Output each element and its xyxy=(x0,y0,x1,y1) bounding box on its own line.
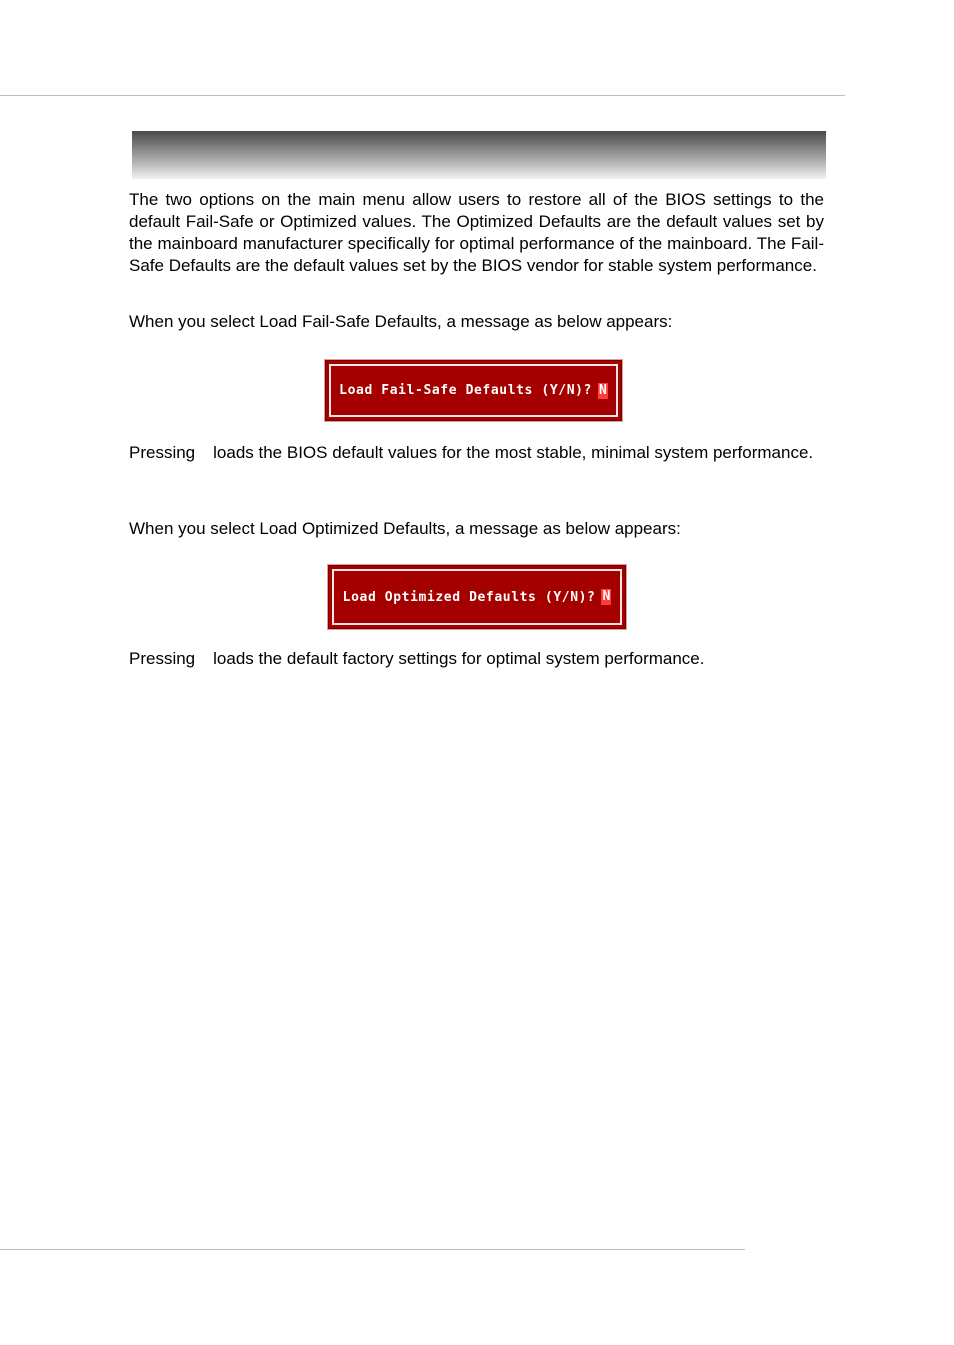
optimized-press-prefix: Pressing xyxy=(129,649,196,668)
optimized-intro-text: When you select Load Optimized Defaults, a message as below appears: xyxy=(129,519,681,538)
optimized-dialog-prompt: Load Optimized Defaults (Y/N)? xyxy=(342,589,596,605)
optimized-dialog-value: N xyxy=(602,589,611,604)
failsafe-press-rest: loads the BIOS default values for the most stable, minimal system performance. xyxy=(213,443,814,462)
header-rule xyxy=(0,95,845,96)
optimized-dialog xyxy=(328,565,626,629)
failsafe-description xyxy=(129,442,824,464)
failsafe-dialog-prompt: Load Fail-Safe Defaults (Y/N)? xyxy=(339,383,592,398)
failsafe-press-prefix: Pressing xyxy=(129,443,196,462)
section-heading-bar xyxy=(132,131,826,179)
intro-paragraph: The two options on the main menu allow users to restore all of the BIOS settings to the default Fail-Safe or Optimized values. The Optimized Defaults are the default values set by the mainboard manufacturer specifically for optimal performance of the mainboard. The Fail-Safe Defaults are the default values set by the BIOS vendor for stable system performance. xyxy=(129,190,824,275)
optimized-press-rest: loads the default factory settings for optimal system performance. xyxy=(213,649,705,668)
optimized-description xyxy=(129,648,824,670)
failsafe-intro-text: When you select Load Fail-Safe Defaults, a message as below appears: xyxy=(129,312,673,331)
failsafe-dialog xyxy=(325,360,622,421)
footer-rule xyxy=(0,1249,745,1250)
failsafe-dialog-value: N xyxy=(598,382,607,398)
